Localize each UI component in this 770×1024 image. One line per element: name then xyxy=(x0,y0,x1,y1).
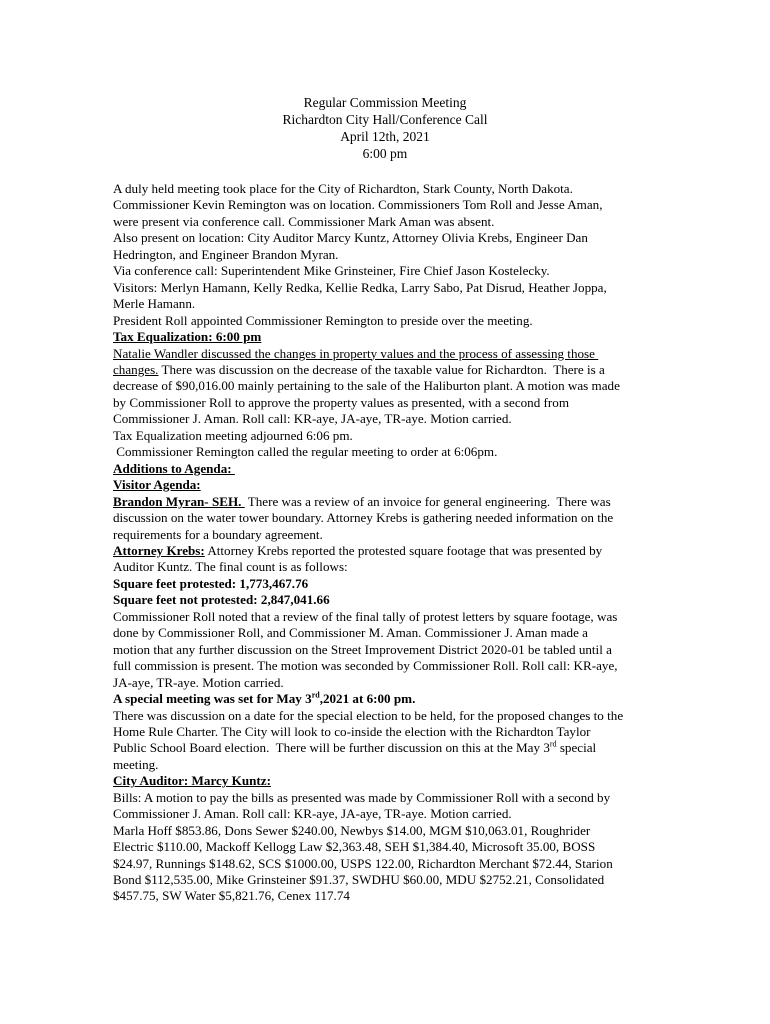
attorney-line: full commission is present. The motion was seconded by Commissioner Roll. Roll call: KR-aye, xyxy=(113,658,618,674)
tax-equalization-line: Commissioner J. Aman. Roll call: KR-aye, JA-aye, TR-aye. Motion carried. xyxy=(113,411,512,427)
attorney-label: Attorney Krebs: xyxy=(113,542,205,558)
visitor-agenda-heading: Visitor Agenda: xyxy=(113,477,201,493)
auditor-line: Bills: A motion to pay the bills as presented was made by Commissioner Roll with a second by xyxy=(113,789,611,805)
intro-line: President Roll appointed Commissioner Remington to preside over the meeting. xyxy=(113,312,533,328)
line-text: A special meeting was set for May 3 xyxy=(113,691,312,707)
attorney-line xyxy=(113,543,661,559)
intro-line: A duly held meeting took place for the City of Richardton, Stark County, North Dakota. xyxy=(113,181,573,196)
brandon-label: Brandon Myran- SEH. xyxy=(113,493,245,509)
superscript: rd xyxy=(311,690,320,700)
intro-line: Visitors: Merlyn Hamann, Kelly Redka, Kellie Redka, Larry Sabo, Pat Disrud, Heather Joppa, xyxy=(113,279,607,295)
attorney-line: Auditor Kuntz. The final count is as follows: xyxy=(113,559,348,575)
superscript: rd xyxy=(549,740,557,750)
meeting-location: Richardton City Hall/Conference Call xyxy=(282,112,488,127)
line-text: Public School Board election. There will be further discussion on this at the May 3 xyxy=(113,740,550,756)
square-feet-not-protested: Square feet not protested: 2,847,041.66 xyxy=(113,592,330,608)
line-text: ,2021 at 6:00 pm. xyxy=(319,691,416,707)
intro-line: Also present on location: City Auditor Marcy Kuntz, Attorney Olivia Krebs, Engineer Dan xyxy=(113,230,588,246)
meeting-time: 6:00 pm xyxy=(362,146,408,161)
auditor-line: Marla Hoff $853.86, Dons Sewer $240.00, Newbys $14.00, MGM $10,063.01, Roughrider xyxy=(113,822,591,838)
tax-equalization-line: Tax Equalization meeting adjourned 6:06 pm. xyxy=(113,427,353,443)
tax-equalization-line xyxy=(113,362,661,378)
intro-line: were present via conference call. Commissioner Mark Aman was absent. xyxy=(113,213,495,229)
tax-equalization-heading: Tax Equalization: 6:00 pm xyxy=(113,329,262,345)
attorney-line: done by Commissioner Roll, and Commissioner M. Aman. Commissioner J. Aman made a xyxy=(113,625,588,641)
additions-heading: Additions to Agenda: xyxy=(113,460,235,476)
special-meeting-heading xyxy=(113,691,661,707)
line-text: special xyxy=(556,740,597,756)
special-line xyxy=(113,740,661,756)
auditor-line: Bond $112,535.00, Mike Grinsteiner $91.37, SWDHU $60.00, MDU $2752.21, Consolidated xyxy=(113,872,605,888)
city-auditor-heading: City Auditor: Marcy Kuntz: xyxy=(113,773,271,789)
tax-equalization-line: Natalie Wandler discussed the changes in property values and the process of assessing those xyxy=(113,345,599,361)
brandon-line xyxy=(113,494,661,510)
special-line: meeting. xyxy=(113,756,159,772)
intro-line: Commissioner Kevin Remington was on location. Commissioners Tom Roll and Jesse Aman, xyxy=(113,197,603,213)
tax-equalization-line: decrease of $90,016.00 mainly pertaining to the sale of the Haliburton plant. A motion was made xyxy=(113,378,620,394)
line-text: There was discussion on the decrease of the taxable value for Richardton. There is a xyxy=(158,361,605,377)
attorney-line: motion that any further discussion on the Street Improvement District 2020-01 be tabled until a xyxy=(113,641,612,657)
attorney-line: JA-aye, TR-aye. Motion carried. xyxy=(113,674,284,690)
auditor-line: $457.75, SW Water $5,821.76, Cenex 117.74 xyxy=(113,888,350,904)
attorney-line: Commissioner Roll noted that a review of the final tally of protest letters by square footage, was xyxy=(113,608,618,624)
meeting-title: Regular Commission Meeting xyxy=(303,95,467,110)
underlined-text: changes. xyxy=(113,361,159,377)
intro-line: Merle Hamann. xyxy=(113,296,196,312)
tax-equalization-line: Commissioner Remington called the regular meeting to order at 6:06pm. xyxy=(113,444,498,460)
intro-line: Via conference call: Superintendent Mike Grinsteiner, Fire Chief Jason Kostelecky. xyxy=(113,263,550,279)
special-line: There was discussion on a date for the special election to be held, for the proposed changes to the xyxy=(113,707,624,723)
minutes-body xyxy=(113,181,661,905)
meeting-date: April 12th, 2021 xyxy=(340,129,430,144)
auditor-line: Commissioner J. Aman. Roll call: KR-aye, JA-aye, TR-aye. Motion carried. xyxy=(113,806,512,822)
meeting-header xyxy=(0,94,770,162)
line-text: Attorney Krebs reported the protested square footage that was presented by xyxy=(204,542,603,558)
brandon-line: discussion on the water tower boundary. Attorney Krebs is gathering needed information on the xyxy=(113,510,614,526)
line-text: There was a review of an invoice for general engineering. There was xyxy=(244,493,611,509)
auditor-line: Electric $110.00, Mackoff Kellogg Law $2,363.48, SEH $1,384.40, Microsoft 35.00, BOSS xyxy=(113,839,596,855)
auditor-line: $24.97, Runnings $148.62, SCS $1000.00, USPS 122.00, Richardton Merchant $72.44, Starion xyxy=(113,855,613,871)
square-feet-protested: Square feet protested: 1,773,467.76 xyxy=(113,575,309,591)
tax-equalization-line: by Commissioner Roll to approve the property values as presented, with a second from xyxy=(113,394,569,410)
intro-line: Hedrington, and Engineer Brandon Myran. xyxy=(113,246,339,262)
special-line: Home Rule Charter. The City will look to co-inside the election with the Richardton Taylor xyxy=(113,723,591,739)
brandon-line: requirements for a boundary agreement. xyxy=(113,526,323,542)
